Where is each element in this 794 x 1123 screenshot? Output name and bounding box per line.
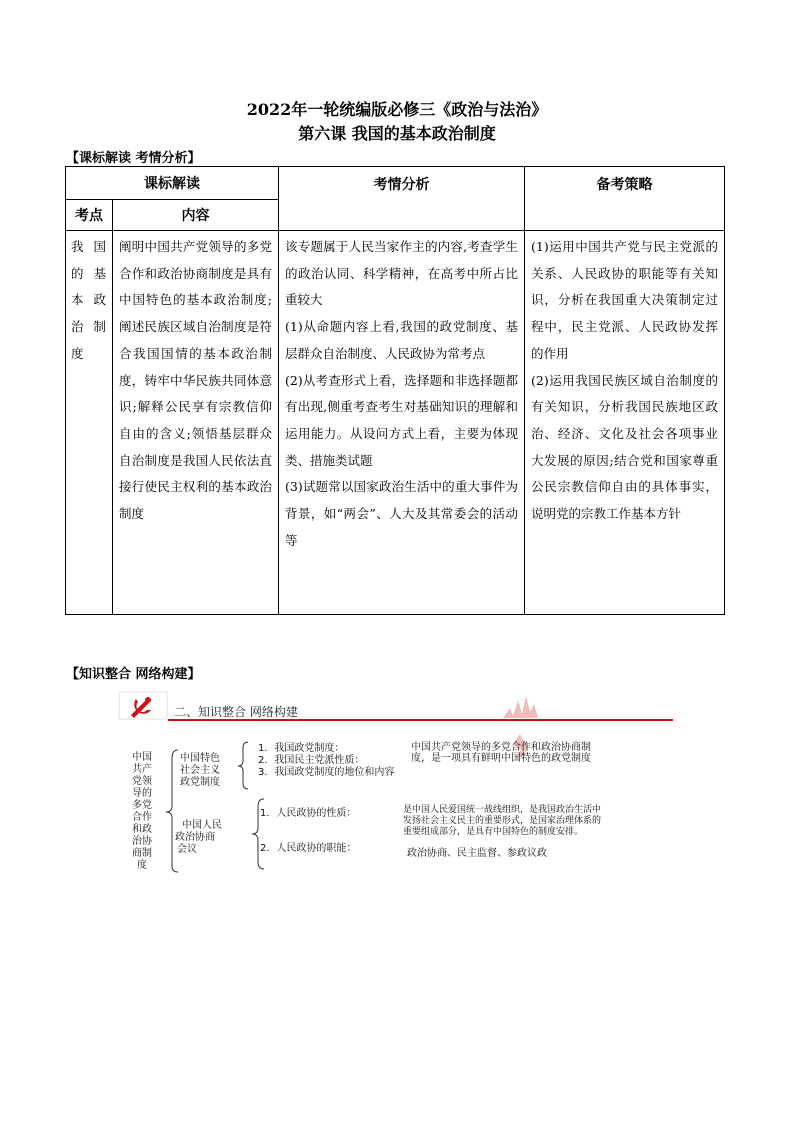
branch-line: 会议 bbox=[177, 844, 197, 855]
branch1-note bbox=[411, 740, 591, 764]
cell-analysis bbox=[279, 231, 525, 615]
cell-content: 阐明中国共产党领导的多党合作和政治协商制度是具有中国特色的基本政治制度;阐述民族区域自治制度是符合我国国情的基本政治制度，铸牢中华民族共同体意识;解释公民享有宗教信仰自由的含义;领悟基层群众自治制度是我国人民依法直接行使民主权利的基本政治制度 bbox=[113, 231, 279, 615]
root-line: 治协 bbox=[132, 836, 152, 847]
branch-line: 政党制度 bbox=[180, 777, 220, 788]
strategy-para: (1)运用中国共产党与民主党派的关系、人民政协的职能等有关知识，分析在我国重大决策制定过程中，民主党派、人民政协发挥的作用 bbox=[531, 239, 718, 361]
root-line: 合作 bbox=[132, 812, 152, 823]
section-heading-network: 【知识整合 网络构建】 bbox=[66, 667, 201, 682]
root-label bbox=[132, 750, 153, 871]
lesson-title: 第六课 我国的基本政治制度 bbox=[298, 124, 496, 143]
branch1-brace bbox=[238, 742, 248, 789]
branch1-items bbox=[258, 741, 394, 778]
branch1-item: 2．我国民主党派性质： bbox=[258, 755, 365, 766]
root-line: 共产 bbox=[132, 764, 152, 775]
note-line: 是中国人民爱国统一战线组织，是我国政治生活中 bbox=[403, 805, 602, 815]
header-strategy: 备考策略 bbox=[525, 167, 725, 231]
header-analysis: 考情分析 bbox=[279, 167, 525, 231]
note-line: 重要组成部分，是具有中国特色的制度安排。 bbox=[403, 827, 584, 837]
root-line: 中国 bbox=[132, 752, 152, 763]
branch2-items bbox=[260, 806, 356, 854]
root-line: 多党 bbox=[132, 800, 152, 811]
cell-strategy bbox=[525, 231, 725, 615]
analysis-para: (2)从考查形式上看，选择题和非选择题都有出现,侧重考查考生对基础知识的理解和运用能力。从设问方式上看，主要为体现类、措施类试题 bbox=[285, 372, 518, 468]
root-line: 导的 bbox=[132, 788, 152, 799]
root-line: 度 bbox=[137, 860, 147, 871]
root-line: 和政 bbox=[132, 824, 152, 835]
header-content: 内容 bbox=[113, 200, 279, 231]
branch-line: 中国特色 bbox=[180, 753, 220, 764]
branch2-note bbox=[403, 803, 601, 837]
analysis-para: 该专题属于人民当家作主的内容,考查学生的政治认同、科学精神，在高考中所占比重较大 bbox=[285, 239, 518, 308]
branch1-item: 1．我国政党制度： bbox=[258, 743, 345, 754]
header-point: 考点 bbox=[66, 200, 113, 231]
branch2-item: 2．人民政协的职能： bbox=[260, 843, 357, 854]
note-line: 中国共产党领导的多党合作和政治协商制 bbox=[411, 742, 591, 753]
analysis-para: (3)试题常以国家政治生活中的重大事件为背景，如“两会”、人大及其常委会的活动等 bbox=[285, 479, 518, 548]
section-heading-standards: 【课标解读 考情分析】 bbox=[66, 151, 201, 166]
analysis-table bbox=[65, 166, 725, 615]
document-title: 2022年一轮统编版必修三《政治与法治》 bbox=[246, 100, 548, 119]
branch2-item: 1．人民政协的性质： bbox=[260, 808, 357, 819]
knowledge-mind-map bbox=[118, 688, 673, 878]
branch1-item: 3．我国政党制度的地位和内容 bbox=[258, 767, 395, 778]
branch-cppcc bbox=[175, 818, 222, 855]
root-line: 商制 bbox=[132, 848, 152, 859]
strategy-para: (2)运用我国民族区域自治制度的有关知识，分析我国民族地区政治、经济、文化及社会各项事业大发展的原因;结合党和国家尊重公民宗教信仰自由的具体事实，说明党的宗教工作基本方针 bbox=[531, 372, 718, 522]
branch-line: 中国人民 bbox=[182, 820, 222, 831]
branch-line: 社会主义 bbox=[180, 765, 220, 776]
root-line: 党领 bbox=[132, 776, 152, 787]
branch-party-system bbox=[180, 751, 220, 788]
banner-title: 二、知识整合 网络构建 bbox=[174, 705, 298, 719]
cell-point: 我国的基本政治制度 bbox=[66, 231, 113, 615]
note-line: 度，是一项具有鲜明中国特色的政党制度 bbox=[411, 753, 591, 764]
branch-line: 政治协商 bbox=[175, 832, 215, 843]
header-standard: 课标解读 bbox=[66, 167, 279, 200]
analysis-para: (1)从命题内容上看,我国的政党制度、基层群众自治制度、人民政协为常考点 bbox=[285, 319, 518, 361]
branch2-functions: 政治协商、民主监督、参政议政 bbox=[407, 848, 547, 859]
note-line: 发扬社会主义民主的重要形式，是国家治理体系的 bbox=[403, 816, 602, 826]
